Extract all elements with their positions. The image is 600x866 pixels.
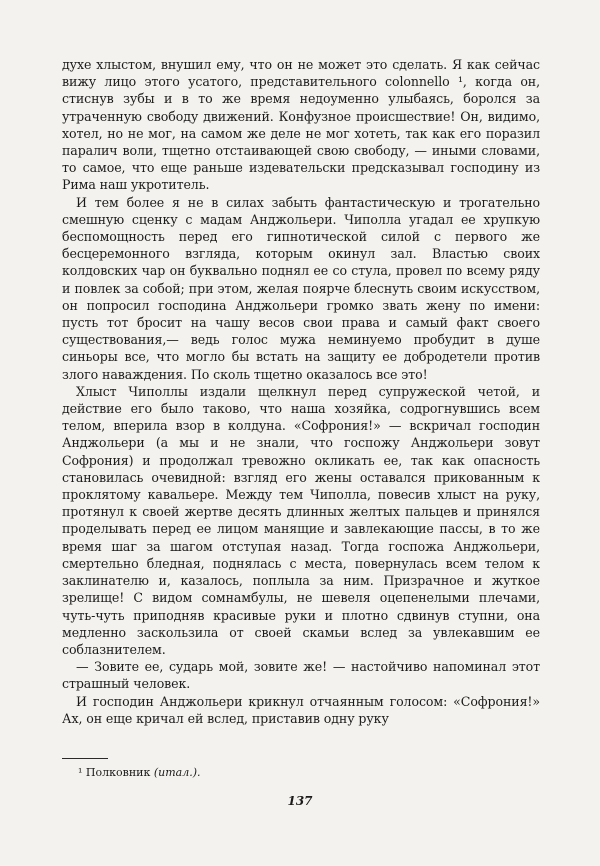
paragraph-4: — Зовите ее, сударь мой, зовите же! — настойчиво напоминал этот страшный человек.: [62, 659, 540, 692]
paragraph-1: духе хлыстом, внушил ему, что он не может это сделать. Я как сейчас вижу лицо этого усатого, представительного colonnello ¹, когда он, стиснув зубы и в то же время недоуменно улыбаясь, боролся за утраченную свободу движений. Конфузное происшествие! Он, видимо, хотел, но не мог, на самом же деле не мог хотеть, так как его поразил паралич воли, тщетно отстаивающей свою свободу, — иными словами, то самое, что еще раньше издевательски предсказывал господину из Рима наш укротитель.: [62, 57, 540, 193]
body-text: [62, 56, 540, 727]
footnote: [78, 766, 201, 780]
paragraph-2: И тем более я не в силах забыть фантастическую и трогательно смешную сценку с мадам Анджольери. Чиполла угадал ее хрупкую беспомощность перед его гипнотической силой с первого же бесцеремонного взгляда, которым окинул зал. Властью своих колдовских чар он буквально поднял ее со стула, провел по всему ряду и повлек за собой; при этом, желая поярче блеснуть своим искусством, он попросил господина Анджольери громко звать жену по имени: пусть тот бросит на чашу весов свои права и самый факт своего существования,— ведь голос мужа неминуемо пробудит в душе синьоры все, что могло бы встать на защиту ее добродетели против злого наваждения. По сколь тщетно оказалось все это!: [62, 194, 540, 382]
page-number: 137: [287, 794, 313, 808]
paragraph-3: Хлыст Чиполлы издали щелкнул перед супружеской четой, и действие его было таково, что наша хозяйка, содрогнувшись всем телом, вперила взор в колдуна. «Софрония!» — вскричал господин Анджольери (а мы и не знали, что госпожу Анджольери зовут Софрония) и продолжал тревожно окликать ее, так как опасность становилась очевидной: взгляд его жены оставался прикованным к проклятому кавальере. Между тем Чиполла, повесив хлыст на руку, протянул к своей жертве десять длинных желтых пальцев и принялся проделывать перед ее лицом манящие и завлекающие пассы, в то же время шаг за шагом отступая назад. Тогда госпожа Анджольери, смертельно бледная, поднялась с места, повернулась всем телом к заклинателю и, казалось, поплыла за ним. Призрачное и жуткое зрелище! С видом сомнамбулы, не шевеля оцепенелыми плечами, чуть-чуть приподняв красивые руки и плотно сдвинув ступни, она медленно заскользила от своей скамьи вслед за увлекавшим ее соблазнителем.: [62, 383, 540, 657]
footnote-divider: [62, 758, 108, 759]
footnote-note: (итал.).: [153, 766, 201, 779]
footnote-text: Полковник: [85, 766, 151, 779]
footnote-marker: ¹: [78, 766, 83, 779]
paragraph-5: И господин Анджольери крикнул отчаянным голосом: «Софрония!» Ах, он еще кричал ей вслед, приставив одну руку: [62, 693, 540, 726]
